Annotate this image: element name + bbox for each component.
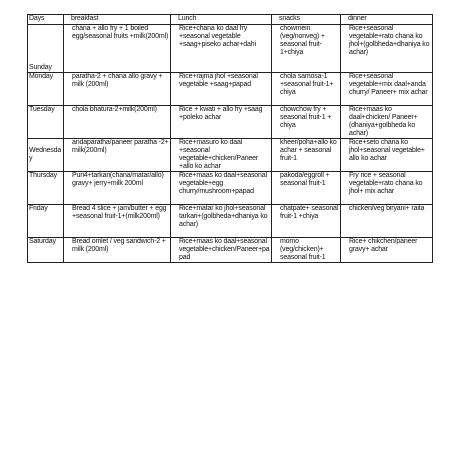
breakfast-cell: paratha-2 + chana allo gravy + milk (200ml)	[64, 73, 171, 106]
table-row-sunday	[28, 25, 433, 73]
meal-plan-sheet	[27, 14, 433, 263]
dinner-cell: Rice+maas ko daal+chicken/ Paneer+(dhaniya+golbheda ko achar)	[341, 106, 433, 139]
day-cell: Wednesday	[28, 139, 64, 172]
breakfast-cell: chana + allo fry + 1 boiled egg/seasonal fruits +milk(200ml)	[64, 25, 171, 73]
lunch-cell: Rice+masuro ko daal +seasonal vegetable+chicken/Paneer +allo ko achar	[171, 139, 272, 172]
table-row-saturday	[28, 238, 433, 263]
snacks-cell: chowmein (veg/nonveg) + seasonal fruit-1+chiya	[272, 25, 341, 73]
lunch-cell: Rice+chana ko daal fry +seasonal vegetable +saag+piseko achar+dahi	[171, 25, 272, 73]
header-row	[28, 15, 433, 25]
breakfast-cell: Bread 4 slice + jam/butter + egg +seasonal fruit-1+(milk200ml)	[64, 205, 171, 238]
lunch-cell: Rice+maas ko daal+seasonal vegetable+egg churry/mushroom+papad	[171, 172, 272, 205]
lunch-cell: Rice+rajma jhol +seasonal vegetable +saag+papad	[171, 73, 272, 106]
day-cell: Saturday	[28, 238, 64, 263]
day-cell: Thursday	[28, 172, 64, 205]
lunch-cell: Rice + kwati + allo fry +saag +poleko achar	[171, 106, 272, 139]
table-row-wednesday	[28, 139, 433, 172]
day-cell: Sunday	[28, 25, 64, 73]
snacks-cell: chola samosa-1 +seasonal fruit-1+ chiya	[272, 73, 341, 106]
snacks-cell: chowchow fry + seasonal fruit-1 + chiya	[272, 106, 341, 139]
snacks-cell: momo (veg/chicken)+ seasonal fruit-1	[272, 238, 341, 263]
dinner-cell: Rice+seasonal vegetable+mix daal+anda churry/ Paneer+ mix achar	[341, 73, 433, 106]
day-cell: Friday	[28, 205, 64, 238]
dinner-cell: chicken/veg biryani+ raita	[341, 205, 433, 238]
day-cell: Monday	[28, 73, 64, 106]
snacks-cell: chatpate+ seasonal fruit-1 +chiya	[272, 205, 341, 238]
table-row-friday	[28, 205, 433, 238]
snacks-cell: pakoda/eggroll + seasonal fruit-1	[272, 172, 341, 205]
dinner-cell: Rice+ chikchen/paneer gravy+ achar	[341, 238, 433, 263]
dinner-cell: Fry rice + seasonal vegetable+rato chana ko jhol+ mix achar	[341, 172, 433, 205]
snacks-cell: kheer/poha+allo ko achar + seasonal fruit-1	[272, 139, 341, 172]
breakfast-cell: Bread omlet / veg sandwich-2 + milk (200ml)	[64, 238, 171, 263]
header-breakfast: breakfast	[64, 15, 171, 25]
day-cell: Tuesday	[28, 106, 64, 139]
dinner-cell: Rice+seto chana ko jhol+seasonal vegetable+ allo ko achar	[341, 139, 433, 172]
header-snacks: snacks	[272, 15, 341, 25]
lunch-cell: Rice+maas ko daal+seasonal vegetable+chicken/Paneer+papad	[171, 238, 272, 263]
table-row-monday	[28, 73, 433, 106]
dinner-cell: Rice+seasonal vegetable+rato chana ko jhol+(golbheda+dhaniya ko achar)	[341, 25, 433, 73]
lunch-cell: Rice+matar ko jhol+seasonal tarkari+(golbheda+dhaniya ko achar)	[171, 205, 272, 238]
breakfast-cell: andaparatha/paneer paratha -2+ milk(200ml)	[64, 139, 171, 172]
table-row-tuesday	[28, 106, 433, 139]
meal-plan-table	[27, 14, 433, 263]
header-dinner: dinner	[341, 15, 433, 25]
breakfast-cell: Puri4+tarkari(chana/matar/allo) gravy+ jerry+milk 200ml	[64, 172, 171, 205]
header-days: Days	[28, 15, 64, 25]
breakfast-cell: chola bhatura-2+milk(200ml)	[64, 106, 171, 139]
table-row-thursday	[28, 172, 433, 205]
header-lunch: Lunch	[171, 15, 272, 25]
